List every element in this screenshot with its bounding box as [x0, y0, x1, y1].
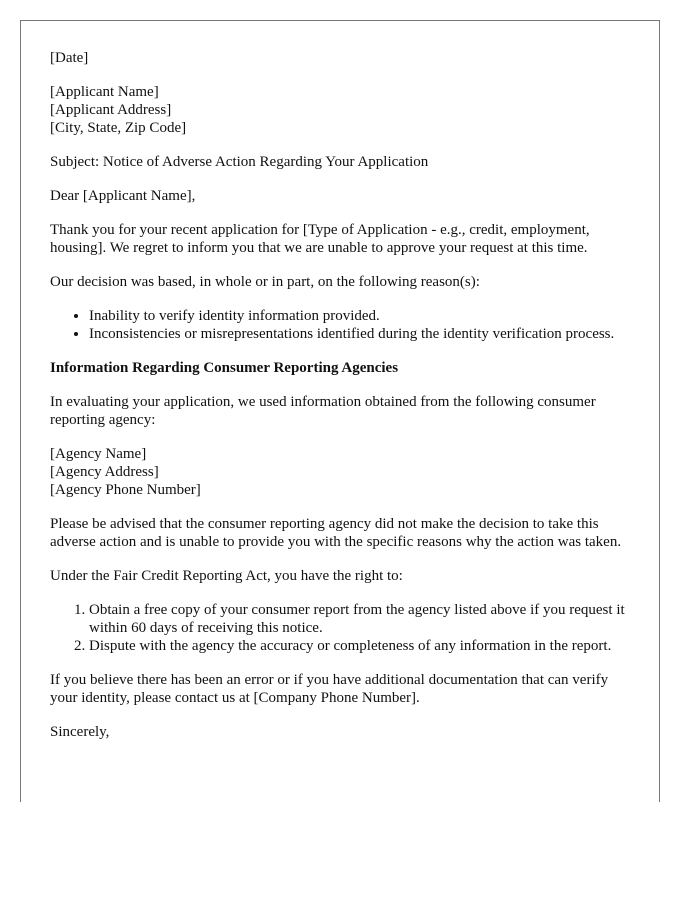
letter-salutation: Dear [Applicant Name],	[50, 188, 196, 204]
intro-paragraph: Thank you for your recent application for [Type of Application - e.g., credit, employment, housing]. We regret to inform you that we are unable to approve your request at this time.	[50, 222, 590, 256]
agency-block	[50, 445, 630, 499]
letter-subject: Subject: Notice of Adverse Action Regarding Your Application	[50, 154, 429, 170]
agency-name: [Agency Name]	[50, 446, 147, 462]
reasons-intro: Our decision was based, in whole or in part, on the following reason(s):	[50, 274, 480, 290]
recipient-block	[50, 83, 630, 137]
recipient-city-state-zip: [City, State, Zip Code]	[50, 120, 187, 136]
cra-intro: In evaluating your application, we used information obtained from the following consumer reporting agency:	[50, 394, 596, 428]
letter-closing: Sincerely,	[50, 724, 110, 740]
right-item: 1. Obtain a free copy of your consumer report from the agency listed above if you request it within 60 days of receiving this notice.	[89, 601, 630, 637]
right-item: 2. Dispute with the agency the accuracy or completeness of any information in the report.	[89, 637, 630, 655]
rights-intro: Under the Fair Credit Reporting Act, you have the right to:	[50, 568, 403, 584]
agency-phone: [Agency Phone Number]	[50, 482, 201, 498]
recipient-name: [Applicant Name]	[50, 84, 159, 100]
rights-list	[50, 601, 630, 655]
agency-address: [Agency Address]	[50, 464, 159, 480]
cra-heading: Information Regarding Consumer Reporting Agencies	[50, 360, 399, 376]
advisory-paragraph: Please be advised that the consumer reporting agency did not make the decision to take this adverse action and is unable to provide you with the specific reasons why the action was taken.	[50, 516, 622, 550]
reasons-list	[50, 307, 630, 343]
reason-item: • Inability to verify identity information provided.	[89, 307, 630, 325]
reason-item: • Inconsistencies or misrepresentations identified during the identity verification process.	[89, 325, 630, 343]
letter-date: [Date]	[50, 50, 89, 66]
recipient-address: [Applicant Address]	[50, 102, 172, 118]
letter-page	[20, 20, 660, 802]
contact-paragraph: If you believe there has been an error or if you have additional documentation that can verify your identity, please contact us at [Company Phone Number].	[50, 672, 609, 706]
